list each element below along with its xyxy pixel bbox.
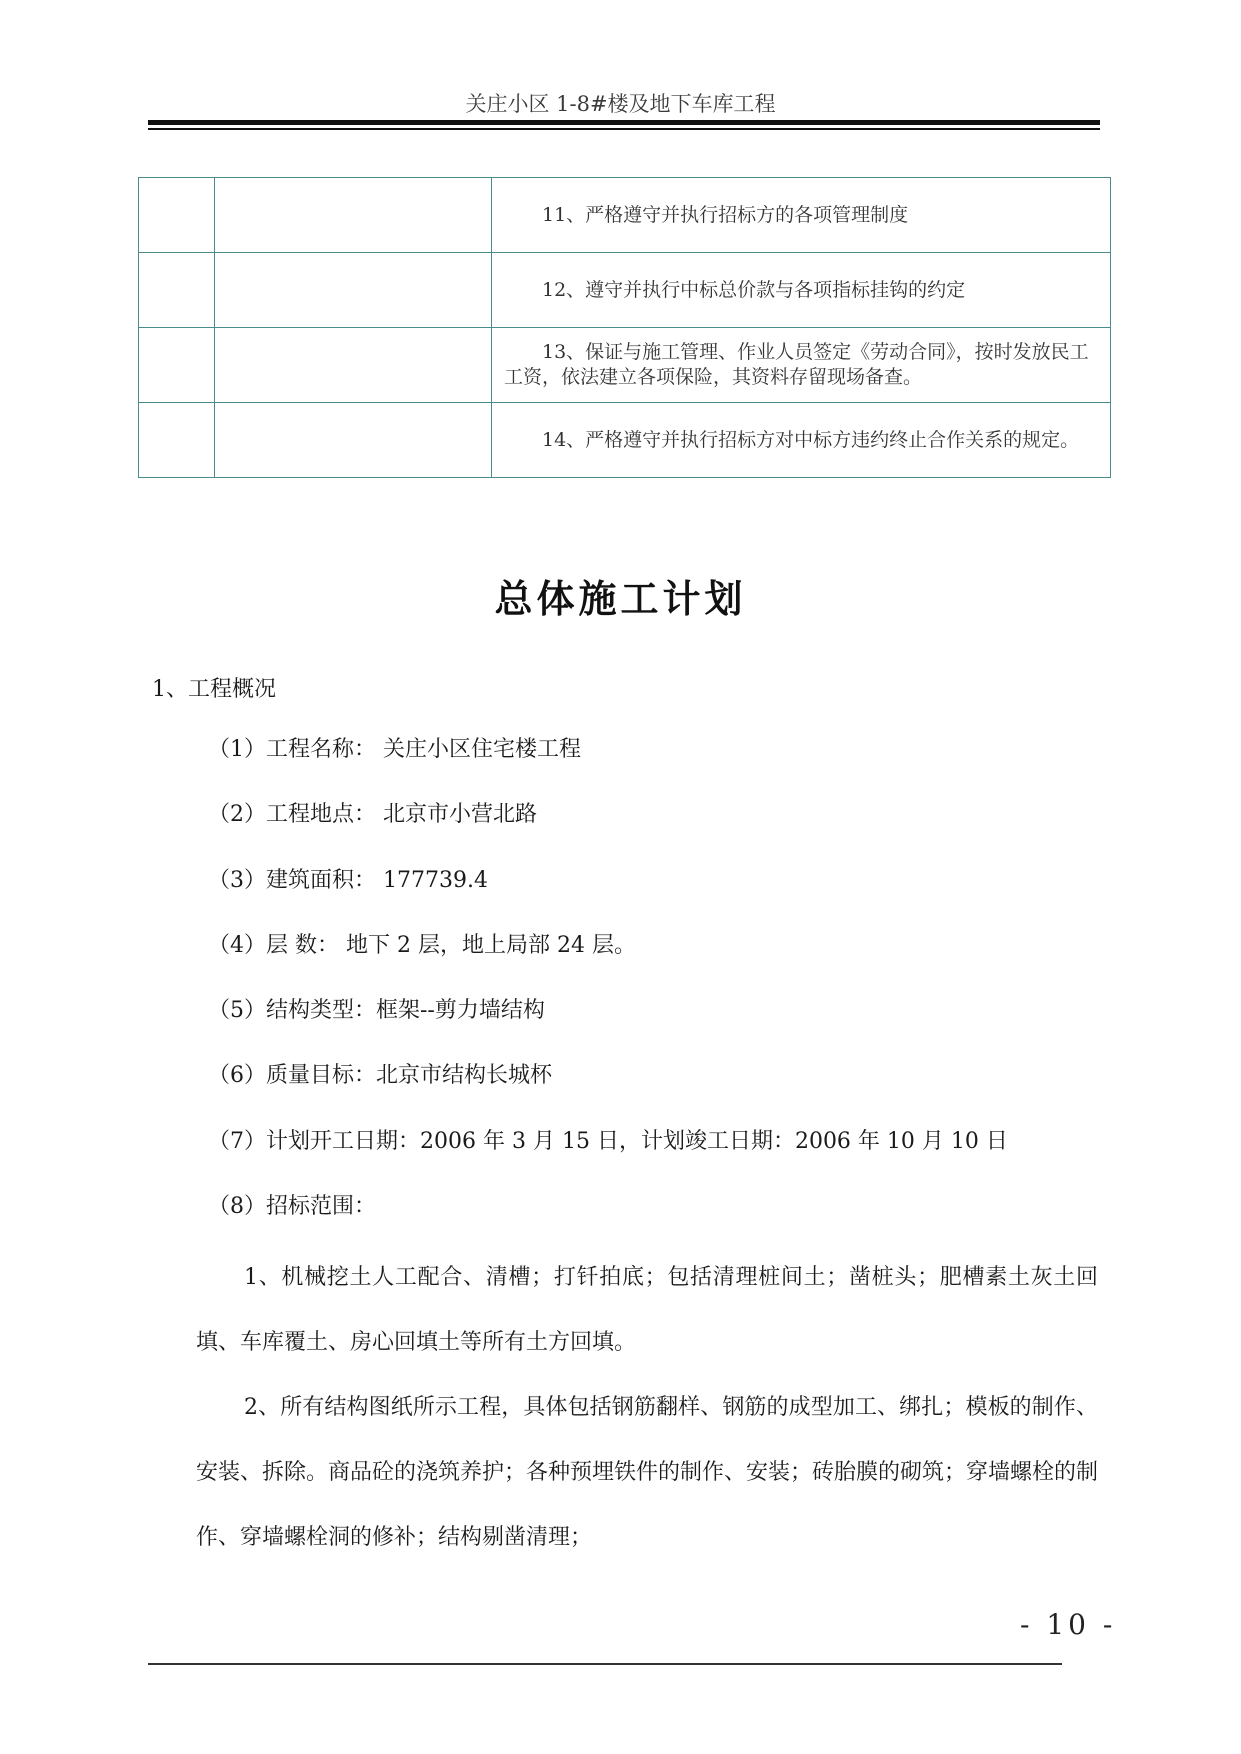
list-item: （1）工程名称： 关庄小区住宅楼工程 xyxy=(208,737,581,762)
table-cell xyxy=(215,178,492,253)
scope-paragraph-2: 2、所有结构图纸所示工程，具体包括钢筋翻样、钢筋的成型加工、绑扎；模板的制作、安装、拆除。商品砼的浇筑养护；各种预埋铁件的制作、安装；砖胎膜的砌筑；穿墙螺栓的制作、穿墙螺栓洞的修补；结构剔凿清理； xyxy=(196,1395,1099,1550)
table-row xyxy=(139,328,1111,403)
requirement-text: 13、保证与施工管理、作业人员签定《劳动合同》，按时发放民工工资，依法建立各项保险，其资料存留现场备查。 xyxy=(504,341,1089,388)
header-rule-thin xyxy=(148,128,1100,130)
list-item: （5）结构类型：框架--剪力墙结构 xyxy=(208,998,545,1024)
requirements-table xyxy=(138,177,1111,478)
table-cell xyxy=(492,403,1111,478)
list-item: （4）层 数： 地下 2 层，地上局部 24 层。 xyxy=(208,932,636,958)
table-cell xyxy=(215,253,492,328)
requirement-text: 11、严格遵守并执行招标方的各项管理制度 xyxy=(542,203,909,226)
table-cell xyxy=(139,328,215,403)
requirement-text: 14、严格遵守并执行招标方对中标方违约终止合作关系的规定。 xyxy=(542,428,1080,451)
list-item: （7）计划开工日期：2006 年 3 月 15 日，计划竣工日期：2006 年 10 月 10 日 xyxy=(208,1128,1008,1154)
list-item: （3）建筑面积： 177739.4 xyxy=(208,867,488,893)
footer-rule xyxy=(148,1663,1062,1665)
table-cell xyxy=(139,253,215,328)
scope-paragraph-1: 1、机械挖土人工配合、清槽；打钎拍底；包括清理桩间土；凿桩头；肥槽素土灰土回填、车库覆土、房心回填土等所有土方回填。 xyxy=(196,1265,1098,1355)
requirement-text: 12、遵守并执行中标总价款与各项指标挂钩的约定 xyxy=(542,278,966,301)
table-cell xyxy=(492,328,1111,403)
table-cell xyxy=(215,403,492,478)
table-cell xyxy=(215,328,492,403)
table-row xyxy=(139,178,1111,253)
table-row xyxy=(139,253,1111,328)
list-item: （8）招标范围： xyxy=(208,1194,376,1220)
page-number: - 10 - xyxy=(1020,1608,1117,1641)
table-cell xyxy=(492,178,1111,253)
list-item: （6）质量目标：北京市结构长城杯 xyxy=(208,1063,552,1089)
section-heading: 1、工程概况 xyxy=(152,677,276,702)
table-cell xyxy=(492,253,1111,328)
table-row xyxy=(139,403,1111,478)
list-item: （2）工程地点： 北京市小营北路 xyxy=(208,802,537,828)
project-overview-list xyxy=(208,735,1008,1257)
header-rule-thick xyxy=(148,120,1100,125)
running-header: 关庄小区 1-8#楼及地下车库工程 xyxy=(465,92,776,116)
table-cell xyxy=(139,403,215,478)
table-cell xyxy=(139,178,215,253)
document-title: 总体施工计划 xyxy=(494,577,747,621)
